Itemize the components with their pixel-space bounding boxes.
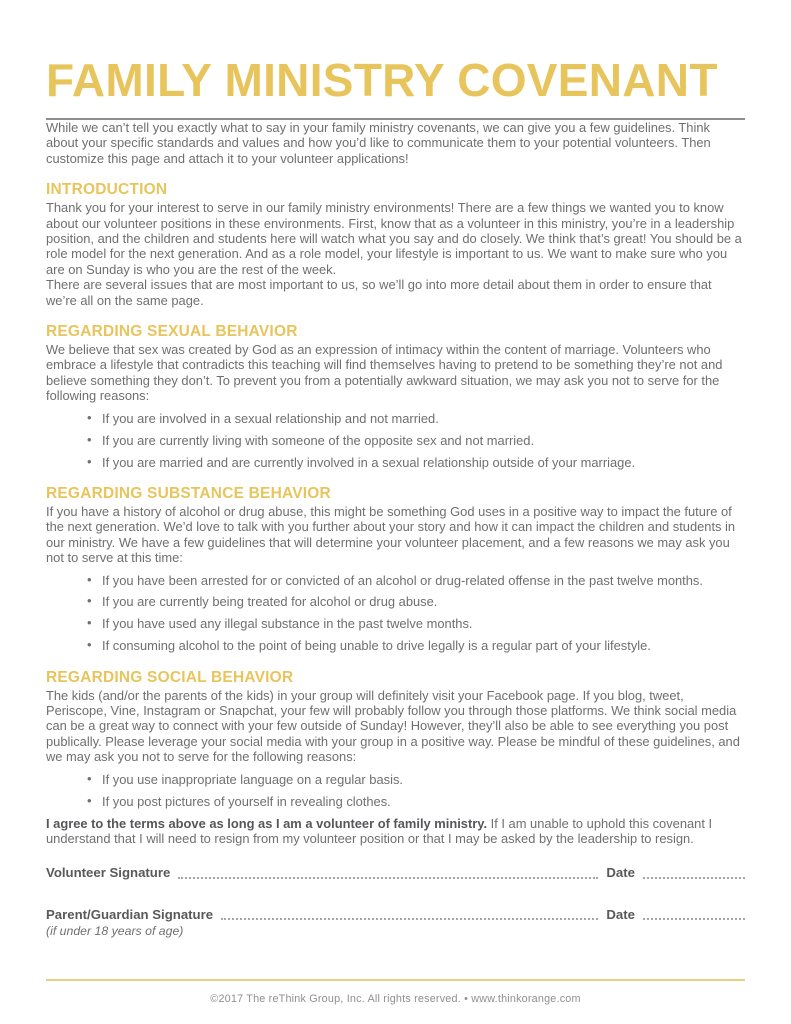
section-paragraph: If you have a history of alcohol or drug abuse, this might be something God uses in a positive way to impact the future of the next generation. We’d love to talk with you further about your story and how it can impact the children and students in our ministry. We have a few guidelines that will determine your volunteer placement, and a few reasons we may ask you not to serve at this time: <box>46 503 736 566</box>
bullet-item <box>46 638 745 653</box>
section-heading: REGARDING SOCIAL BEHAVIOR <box>46 668 294 686</box>
section-paragraph: The kids (and/or the parents of the kids) in your group will definitely visit your Facebook page. If you blog, tweet, Periscope, Vine, Instagram or Snapchat, your few will probably follow you through those platforms. We think social media can be a great way to connect with your few outside of Sunday! However, they’ll also be able to see everything you post publically. Please leverage your social media with your group in a positive way. Please be mindful of these guidelines, and we may ask you not to serve for the following reasons: <box>46 687 740 765</box>
intro-paragraph: While we can’t tell you exactly what to say in your family ministry covenants, we can give you a few guidelines. Think about your specific standards and values and how you’d like to communicate them to your potential volunteers. Then customize this page and attach it to your volunteer applications! <box>46 120 711 166</box>
guardian-signature-line <box>221 918 598 920</box>
page-title: FAMILY MINISTRY COVENANT <box>46 54 718 106</box>
bullet-list <box>46 411 745 470</box>
section-heading: REGARDING SEXUAL BEHAVIOR <box>46 323 298 341</box>
section-paragraph: We believe that sex was created by God as an expression of intimacy within the content of marriage. Volunteers who embrace a lifestyle that contradicts this teaching will find themselves having to pretend to be something they’re not and believe something they don’t. To prevent you from a potentially awkward situation, we may ask you not to serve for the following reasons: <box>46 342 723 404</box>
bullet-item <box>46 433 745 448</box>
section-sexual-behavior <box>46 323 745 470</box>
bullet-icon: • <box>87 431 92 447</box>
guardian-signature-block <box>46 908 745 939</box>
bullet-icon: • <box>87 453 92 469</box>
volunteer-signature-row <box>46 866 745 881</box>
section-paragraph: There are several issues that are most important to us, so we’ll go into more detail about them in order to ensure that we’re all on the same page. <box>46 277 712 308</box>
bullet-icon: • <box>87 571 92 587</box>
bullet-item <box>46 794 745 809</box>
volunteer-signature-label: Volunteer Signature <box>46 865 171 881</box>
date-label: Date <box>606 865 635 881</box>
page-footer <box>46 979 745 1005</box>
bullet-text: If you post pictures of yourself in revealing clothes. <box>102 793 391 809</box>
bullet-item <box>46 455 745 470</box>
footer-divider <box>46 979 745 981</box>
agreement-bold-text: I agree to the terms above as long as I am a volunteer of family ministry. <box>46 815 488 831</box>
bullet-icon: • <box>87 593 92 609</box>
bullet-icon: • <box>87 409 92 425</box>
bullet-item <box>46 411 745 426</box>
bullet-icon: • <box>87 615 92 631</box>
bullet-icon: • <box>87 637 92 653</box>
section-heading: INTRODUCTION <box>46 181 168 199</box>
bullet-text: If you are married and are currently involved in a sexual relationship outside of your marriage. <box>102 454 636 470</box>
section-heading: REGARDING SUBSTANCE BEHAVIOR <box>46 484 331 502</box>
section-paragraph: Thank you for your interest to serve in our family ministry environments! There are a few things we wanted you to know about our volunteer positions in these environments. First, know that as a volunteer in this ministry, you’re in a leadership position, and the children and students here will watch what you say and do closely. We think that’s great! You should be a role model for the next generation. And as a role model, your lifestyle is important to us. We want to make sure who you are on Sunday is who you are the rest of the week. <box>46 200 742 277</box>
section-substance-behavior <box>46 485 745 654</box>
bullet-icon: • <box>87 792 92 808</box>
bullet-list <box>46 772 745 809</box>
guardian-signature-label: Parent/Guardian Signature <box>46 906 214 922</box>
bullet-item <box>46 772 745 787</box>
section-social-behavior <box>46 669 745 809</box>
bullet-item <box>46 616 745 631</box>
volunteer-signature-line <box>178 877 598 879</box>
bullet-text: If you are involved in a sexual relationship and not married. <box>102 410 439 426</box>
bullet-text: If you have used any illegal substance in the past twelve months. <box>102 616 473 632</box>
bullet-item <box>46 594 745 609</box>
bullet-text: If you use inappropriate language on a regular basis. <box>102 771 403 787</box>
section-introduction <box>46 181 745 308</box>
volunteer-date-line <box>643 877 745 879</box>
bullet-icon: • <box>87 770 92 786</box>
bullet-text: If consuming alcohol to the point of being unable to drive legally is a regular part of your lifestyle. <box>102 638 651 654</box>
agreement-rest-text: If I am unable to uphold this covenant I understand that I will need to resign from my volunteer position or that I may be asked by the leadership to resign. <box>46 815 713 846</box>
guardian-date-line <box>643 918 745 920</box>
date-label: Date <box>606 906 635 922</box>
bullet-text: If you have been arrested for or convicted of an alcohol or drug-related offense in the past twelve months. <box>102 572 703 588</box>
guardian-age-note: (if under 18 years of age) <box>46 924 184 939</box>
bullet-text: If you are currently living with someone of the opposite sex and not married. <box>102 432 535 448</box>
copyright-text: ©2017 The reThink Group, Inc. All rights reserved. • www.thinkorange.com <box>210 993 581 1005</box>
agreement-statement <box>46 816 745 847</box>
bullet-list <box>46 573 745 654</box>
guardian-signature-row <box>46 908 745 923</box>
bullet-item <box>46 573 745 588</box>
bullet-text: If you are currently being treated for alcohol or drug abuse. <box>102 594 438 610</box>
